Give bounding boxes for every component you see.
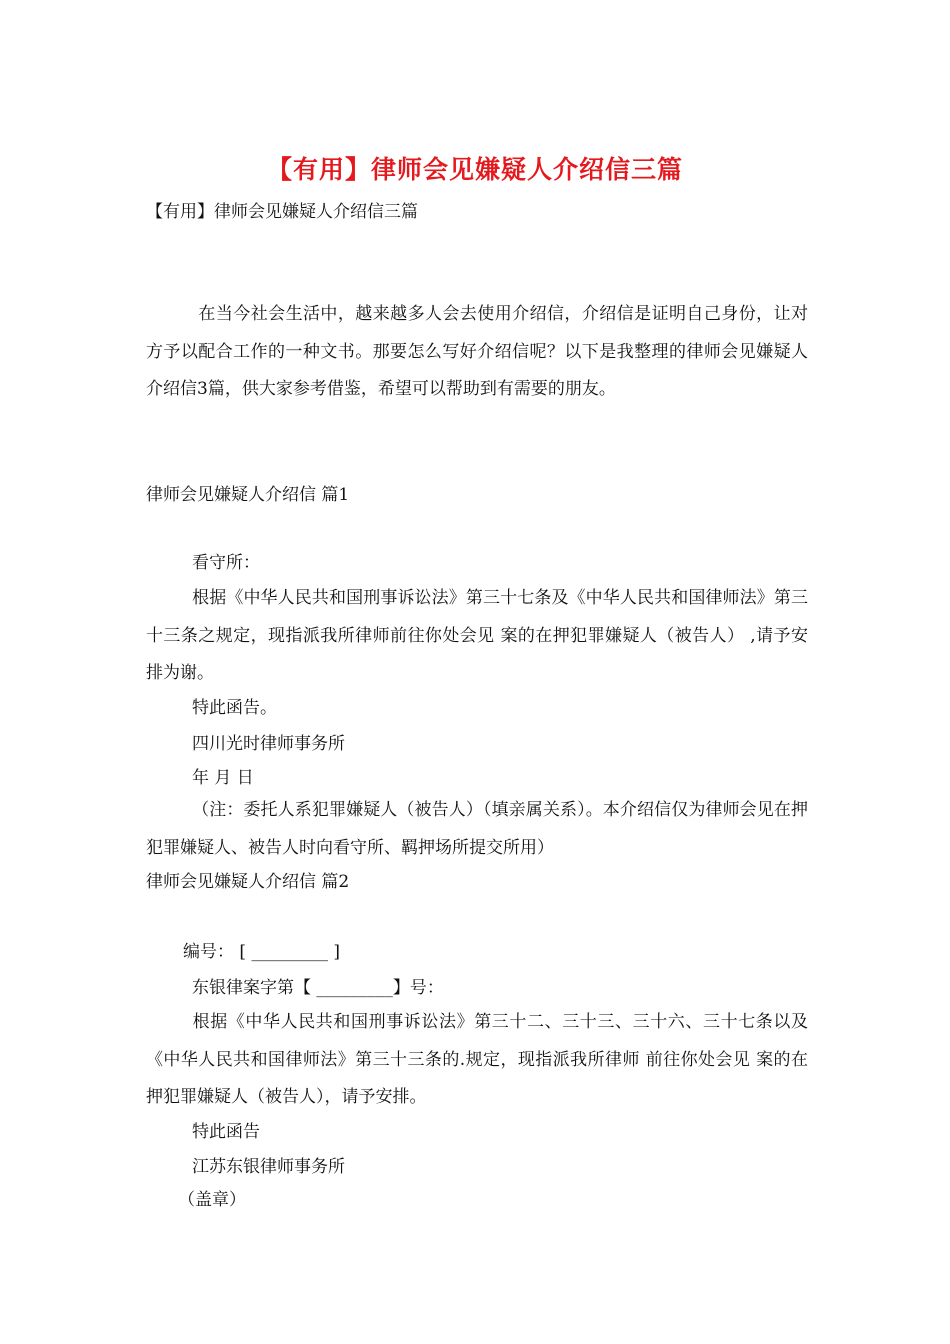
- section2-body: [146, 1004, 808, 1117]
- section1-date: 年 月 日: [192, 768, 254, 788]
- section1-firm: 四川光时律师事务所: [192, 734, 345, 754]
- section2-case-line: 东银律案字第【 _________】号：: [192, 978, 444, 998]
- intro-text: 在当今社会生活中，越来越多人会去使用介绍信，介绍信是证明自己身份，让对方予以配合工作的一种文书。那要怎么写好介绍信呢？以下是我整理的律师会见嫌疑人介绍信3篇，供大家参考借鉴，希望可以帮助到有需要的朋友。: [146, 304, 808, 399]
- section1-heading: 律师会见嫌疑人介绍信 篇1: [146, 485, 350, 505]
- section1-closing: 特此函告。: [192, 698, 277, 718]
- section2-closing: 特此函告: [192, 1122, 260, 1142]
- intro-paragraph: [146, 296, 808, 409]
- document-title: 【有用】律师会见嫌疑人介绍信三篇: [266, 155, 683, 184]
- section2-seal: （盖章）: [178, 1190, 246, 1210]
- document-subtitle: 【有用】律师会见嫌疑人介绍信三篇: [146, 202, 418, 222]
- section1-note: [146, 792, 808, 867]
- section2-number-line: 编号： [ _________ ]: [183, 942, 340, 962]
- section2-firm: 江苏东银律师事务所: [192, 1157, 345, 1177]
- section1-body: [146, 580, 808, 693]
- section2-body-text: 根据《中华人民共和国刑事诉讼法》第三十二、三十三、三十六、三十七条以及《中华人民共和国律师法》第三十三条的.规定，现指派我所律师 前往你处会见 案的在押犯罪嫌疑人（被告人），请予安排。: [146, 1012, 808, 1107]
- section1-addressee: 看守所：: [192, 553, 260, 573]
- section1-note-text: （注：委托人系犯罪嫌疑人（被告人）（填亲属关系）。本介绍信仅为律师会见在押犯罪嫌疑人、被告人时向看守所、羁押场所提交所用）: [146, 800, 808, 858]
- section1-body-text: 根据《中华人民共和国刑事诉讼法》第三十七条及《中华人民共和国律师法》第三十三条之规定，现指派我所律师前往你处会见 案的在押犯罪嫌疑人（被告人） ,请予安排为谢。: [146, 588, 808, 683]
- section2-heading: 律师会见嫌疑人介绍信 篇2: [146, 872, 350, 892]
